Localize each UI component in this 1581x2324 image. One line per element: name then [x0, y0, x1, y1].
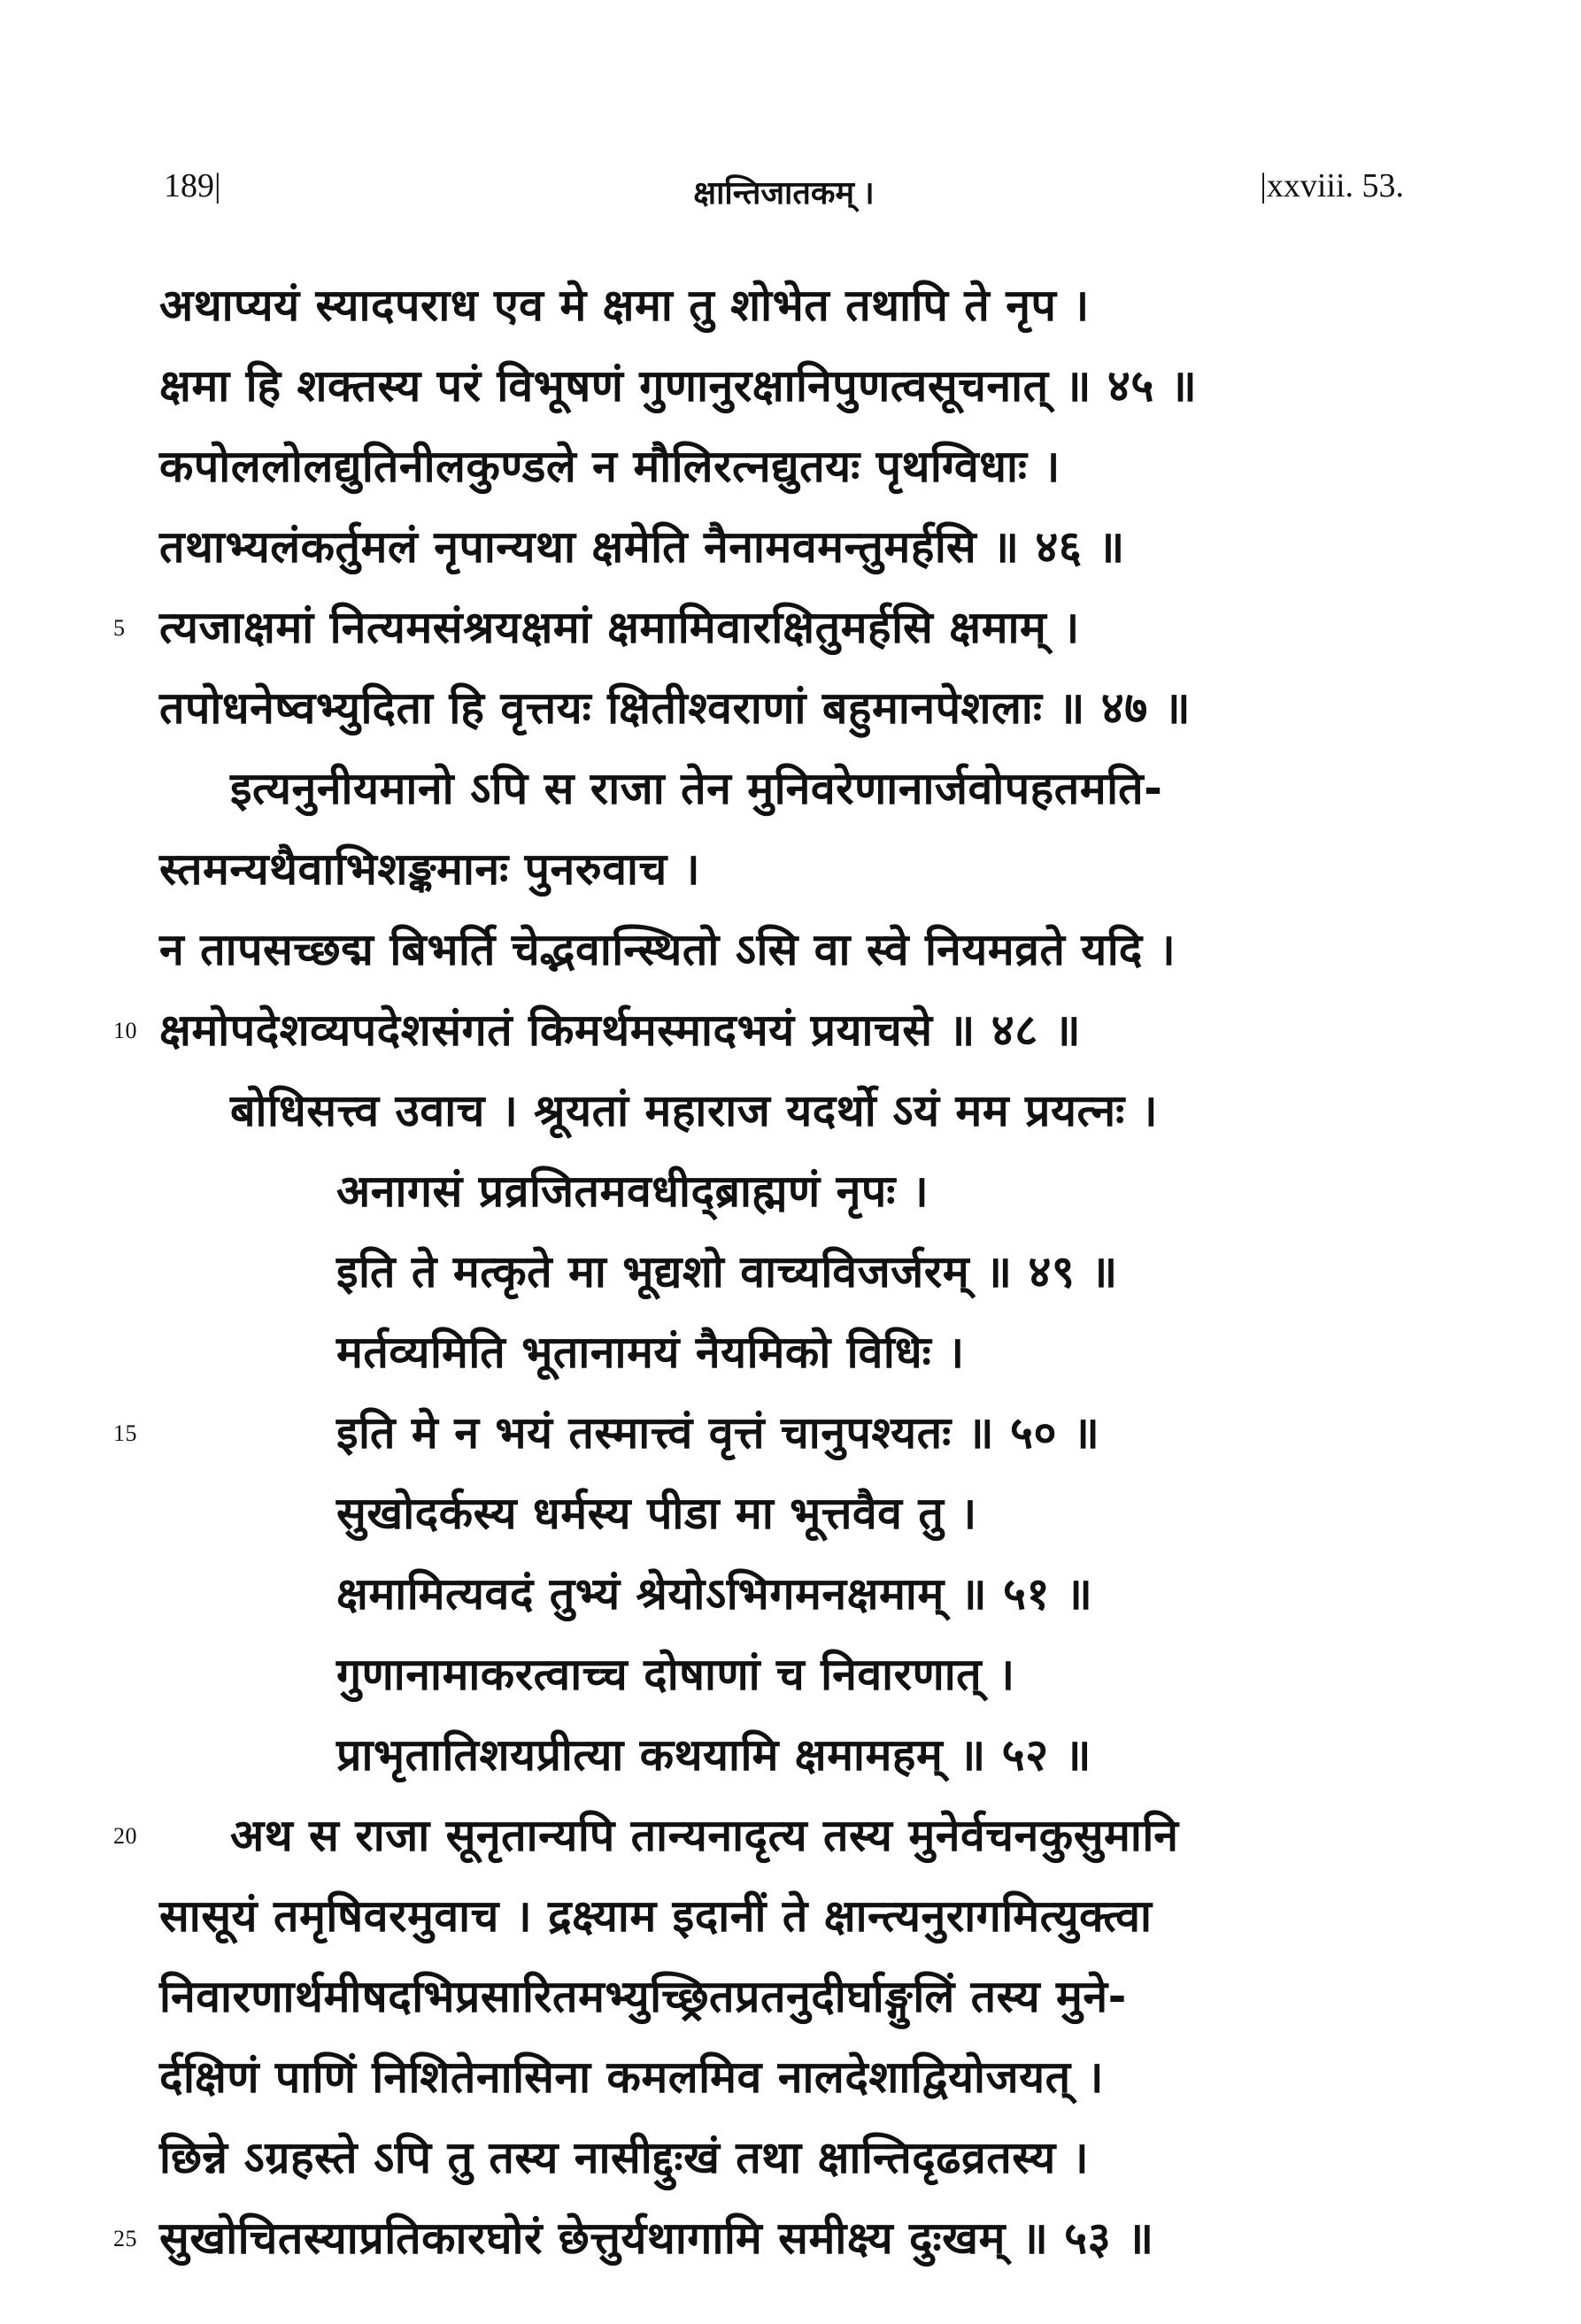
line-text: छिन्ने ऽग्रहस्ते ऽपि तु तस्य नासीद्दुःखं तथा क्षान्तिदृढव्रतस्य ।	[159, 2132, 1090, 2183]
line-number: 15	[113, 1420, 137, 1446]
text-line	[159, 910, 1425, 990]
text-body	[113, 265, 1425, 2279]
line-text: सुखोचितस्याप्रतिकारघोरं छेत्तुर्यथागामि समीक्ष्य दुःखम् ॥ ५३ ॥	[159, 2212, 1154, 2264]
text-line	[159, 1071, 1425, 1151]
text-line	[159, 1151, 1425, 1232]
text-line	[159, 1232, 1425, 1312]
line-text: गुणानामाकरत्वाच्च दोषाणां च निवारणात् ।	[336, 1649, 1015, 1700]
text-line	[159, 507, 1425, 588]
line-text: क्षमा हि शक्तस्य परं विभूषणं गुणानुरक्षानिपुणत्वसूचनात् ॥ ४५ ॥	[159, 360, 1198, 412]
text-line	[159, 1957, 1425, 2037]
text-line	[159, 2037, 1425, 2118]
line-text: सासूयं तमृषिवरमुवाच । द्रक्ष्याम इदानीं ते क्षान्त्यनुरागमित्युक्त्वा	[159, 1890, 1153, 1942]
line-text: इति मे न भयं तस्मात्त्वं वृत्तं चानुपश्यतः ॥ ५० ॥	[336, 1407, 1100, 1458]
line-text: स्तमन्यथैवाभिशङ्कमानः पुनरुवाच ।	[159, 843, 701, 895]
text-line	[159, 346, 1425, 427]
line-text: प्राभृतातिशयप्रीत्या कथयामि क्षमामहम् ॥ ५२ ॥	[336, 1729, 1091, 1781]
text-line	[113, 990, 1425, 1071]
text-line	[159, 1474, 1425, 1554]
line-text: त्यजाक्षमां नित्यमसंश्रयक्षमां क्षमामिवारक्षितुमर्हसि क्षमाम् ।	[159, 602, 1080, 653]
line-text: तथाभ्यलंकर्तुमलं नृपान्यथा क्षमेति नैनामवमन्तुमर्हसि ॥ ४६ ॥	[159, 521, 1125, 573]
line-text: अथ स राजा सूनृतान्यपि तान्यनादृत्य तस्य मुनेर्वचनकुसुमानि	[230, 1810, 1179, 1861]
text-line	[159, 2118, 1425, 2198]
text-line	[159, 1312, 1425, 1393]
line-text: तपोधनेष्वभ्युदिता हि वृत्तयः क्षितीश्वराणां बहुमानपेशलाः ॥ ४७ ॥	[159, 682, 1192, 734]
line-number: 10	[113, 1018, 137, 1043]
page-header	[164, 166, 1404, 219]
line-text: मर्तव्यमिति भूतानामयं नैयमिको विधिः ।	[336, 1327, 965, 1378]
text-line	[159, 668, 1425, 749]
running-title: क्षान्तिजातकम् ।	[693, 175, 875, 211]
text-line	[159, 1876, 1425, 1957]
line-text: कपोललोलद्युतिनीलकुण्डले न मौलिरत्नद्युतयः पृथग्विधाः ।	[159, 441, 1060, 492]
text-line	[159, 749, 1425, 829]
line-text: क्षमोपदेशव्यपदेशसंगतं किमर्थमस्मादभयं प्रयाचसे ॥ ४८ ॥	[159, 1004, 1082, 1056]
line-text: निवारणार्थमीषदभिप्रसारितमभ्युच्छ्रितप्रतनुदीर्घाङ्गुलिं तस्य मुने-	[159, 1971, 1127, 2022]
page-number: 189|	[164, 167, 221, 204]
text-line	[159, 1554, 1425, 1635]
line-number: 20	[113, 1823, 137, 1849]
line-text: बोधिसत्त्व उवाच । श्रूयतां महाराज यदर्थो ऽयं मम प्रयत्नः ।	[230, 1085, 1159, 1136]
line-text: इत्यनुनीयमानो ऽपि स राजा तेन मुनिवरेणानार्जवोपहतमति-	[230, 763, 1163, 814]
line-text: न तापसच्छद्म बिभर्ति चेद्भवान्स्थितो ऽसि वा स्वे नियमव्रते यदि ।	[159, 924, 1176, 975]
text-line	[159, 829, 1425, 910]
line-text: सुखोदर्कस्य धर्मस्य पीडा मा भूत्तवैव तु ।	[336, 1488, 977, 1539]
text-line	[113, 2198, 1425, 2279]
line-text: इति ते मत्कृते मा भूद्यशो वाच्यविजर्जरम् ॥ ४९ ॥	[336, 1246, 1118, 1297]
line-text: र्दक्षिणं पाणिं निशितेनासिना कमलमिव नालदेशाद्वियोजयत् ।	[159, 2051, 1104, 2103]
text-line	[159, 265, 1425, 346]
section-reference: |xxviii. 53.	[1260, 167, 1404, 204]
line-text: अनागसं प्रव्रजितमवधीद्ब्राह्मणं नृपः ।	[336, 1166, 929, 1217]
text-line	[113, 588, 1425, 668]
line-number: 5	[113, 615, 126, 641]
text-line	[159, 1635, 1425, 1715]
line-text: क्षमामित्यवदं तुभ्यं श्रेयोऽभिगमनक्षमाम् ॥ ५१ ॥	[336, 1568, 1093, 1620]
line-text: अथाप्ययं स्यादपराध एव मे क्षमा तु शोभेत तथापि ते नृप ।	[159, 280, 1090, 331]
line-number: 25	[113, 2226, 137, 2251]
text-line	[159, 1715, 1425, 1796]
text-line	[159, 427, 1425, 507]
text-line	[113, 1393, 1425, 1474]
text-line	[113, 1796, 1425, 1876]
